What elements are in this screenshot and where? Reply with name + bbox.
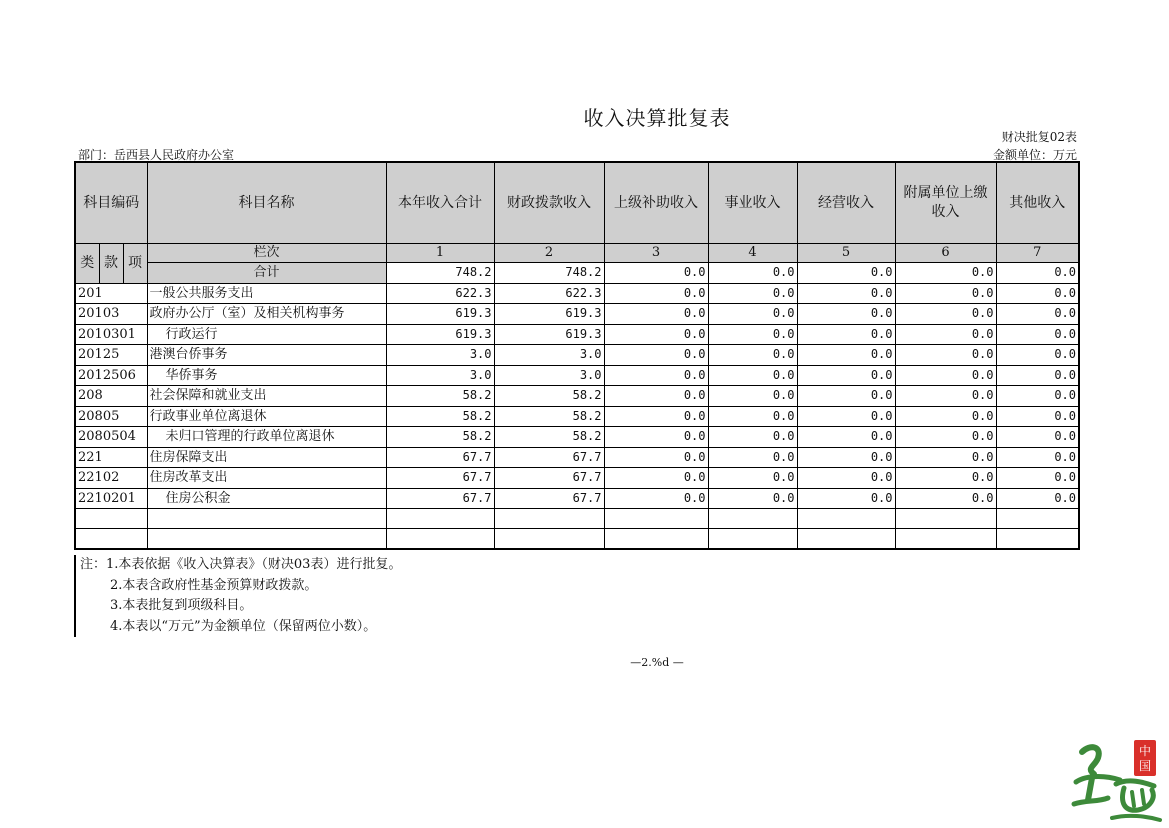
amount-cell: 67.7 — [494, 468, 604, 489]
table-row — [75, 304, 1079, 325]
amount-cell: 0.0 — [895, 365, 996, 386]
amount-cell: 622.3 — [494, 283, 604, 304]
amount-cell: 0.0 — [996, 283, 1079, 304]
amount-cell: 0.0 — [996, 386, 1079, 407]
yuexi-logo — [1068, 738, 1164, 824]
table-row — [75, 427, 1079, 448]
amount-cell: 67.7 — [386, 488, 494, 509]
table-row — [75, 406, 1079, 427]
subject-code: 208 — [75, 386, 147, 407]
amount-cell: 3.0 — [386, 345, 494, 366]
header-col4: 事业收入 — [708, 162, 797, 244]
amount-cell: 0.0 — [708, 386, 797, 407]
subject-code: 2010301 — [75, 324, 147, 345]
subject-name: 未归口管理的行政单位离退休 — [147, 427, 386, 448]
amount-cell: 0.0 — [996, 406, 1079, 427]
amount-cell: 3.0 — [494, 345, 604, 366]
blank-cell — [708, 529, 797, 550]
blank-cell — [147, 529, 386, 550]
amount-cell: 0.0 — [708, 365, 797, 386]
header-subject-name: 科目名称 — [147, 162, 386, 244]
subject-name: 住房保障支出 — [147, 447, 386, 468]
amount-cell: 0.0 — [996, 304, 1079, 325]
amount-cell: 58.2 — [494, 386, 604, 407]
svg-text:中: 中 — [1138, 744, 1152, 758]
amount-cell: 0.0 — [895, 324, 996, 345]
amount-cell: 0.0 — [604, 365, 708, 386]
header-col1: 本年收入合计 — [386, 162, 494, 244]
table-body — [75, 283, 1079, 549]
amount-cell: 0.0 — [895, 468, 996, 489]
amount-cell: 0.0 — [996, 345, 1079, 366]
form-code: 财决批复02表 — [1001, 130, 1077, 144]
subject-name: 行政运行 — [147, 324, 386, 345]
header-lanci: 栏次 — [147, 244, 386, 263]
subject-code: 22102 — [75, 468, 147, 489]
amount-cell: 0.0 — [895, 488, 996, 509]
header-subject-code: 科目编码 — [75, 162, 147, 244]
amount-cell: 0.0 — [797, 365, 895, 386]
lanci-num: 1 — [386, 244, 494, 263]
blank-cell — [494, 509, 604, 529]
note-line: 注：1.本表依据《收入决算表》（财决03表）进行批复。 — [80, 557, 402, 572]
amount-cell: 619.3 — [494, 304, 604, 325]
amount-cell: 619.3 — [494, 324, 604, 345]
amount-cell: 0.0 — [708, 345, 797, 366]
blank-cell — [895, 509, 996, 529]
table-row — [75, 468, 1079, 489]
amount-cell: 0.0 — [797, 468, 895, 489]
table-row — [75, 283, 1079, 304]
amount-cell: 58.2 — [494, 427, 604, 448]
page-title: 收入决算批复表 — [583, 106, 731, 130]
amount-cell: 0.0 — [895, 406, 996, 427]
total-value: 748.2 — [386, 263, 494, 284]
amount-cell: 0.0 — [604, 468, 708, 489]
total-value: 748.2 — [494, 263, 604, 284]
blank-cell — [996, 509, 1079, 529]
amount-cell: 0.0 — [895, 283, 996, 304]
table-row — [75, 345, 1079, 366]
amount-cell: 0.0 — [895, 427, 996, 448]
subject-code: 201 — [75, 283, 147, 304]
header-lei: 类 — [75, 244, 99, 284]
subject-name: 一般公共服务支出 — [147, 283, 386, 304]
amount-cell: 0.0 — [895, 386, 996, 407]
page-number: —2.%d — — [630, 656, 684, 669]
table-row — [75, 386, 1079, 407]
amount-cell: 0.0 — [895, 447, 996, 468]
subject-code: 2080504 — [75, 427, 147, 448]
subject-name: 社会保障和就业支出 — [147, 386, 386, 407]
subject-code: 2210201 — [75, 488, 147, 509]
blank-cell — [797, 509, 895, 529]
amount-cell: 0.0 — [604, 427, 708, 448]
subject-code: 20805 — [75, 406, 147, 427]
blank-cell — [494, 529, 604, 550]
lanci-num: 4 — [708, 244, 797, 263]
amount-cell: 0.0 — [996, 468, 1079, 489]
subject-code: 2012506 — [75, 365, 147, 386]
amount-cell: 0.0 — [604, 324, 708, 345]
yuexi-calligraphy-logo-image — [1068, 738, 1164, 824]
amount-cell: 0.0 — [797, 386, 895, 407]
total-value: 0.0 — [604, 263, 708, 284]
amount-cell: 0.0 — [797, 427, 895, 448]
blank-cell — [147, 509, 386, 529]
total-value: 0.0 — [895, 263, 996, 284]
lanci-num: 2 — [494, 244, 604, 263]
amount-cell: 619.3 — [386, 304, 494, 325]
amount-cell: 0.0 — [996, 447, 1079, 468]
amount-cell: 0.0 — [797, 283, 895, 304]
amount-cell: 3.0 — [386, 365, 494, 386]
svg-text:国: 国 — [1138, 759, 1152, 773]
note-line: 2.本表含政府性基金预算财政拨款。 — [110, 577, 318, 593]
blank-cell — [75, 509, 147, 529]
amount-cell: 0.0 — [708, 406, 797, 427]
blank-cell — [386, 509, 494, 529]
amount-cell: 0.0 — [708, 283, 797, 304]
lanci-num: 5 — [797, 244, 895, 263]
subject-name: 政府办公厅（室）及相关机构事务 — [147, 304, 386, 325]
blank-cell — [386, 529, 494, 550]
amount-cell: 0.0 — [996, 365, 1079, 386]
header-col5: 经营收入 — [797, 162, 895, 244]
lanci-num: 7 — [996, 244, 1079, 263]
amount-cell: 0.0 — [708, 468, 797, 489]
subject-name: 华侨事务 — [147, 365, 386, 386]
subject-name: 港澳台侨事务 — [147, 345, 386, 366]
table-row — [75, 365, 1079, 386]
header-col2: 财政拨款收入 — [494, 162, 604, 244]
amount-cell: 67.7 — [386, 468, 494, 489]
amount-cell: 0.0 — [708, 427, 797, 448]
blank-row — [75, 509, 1079, 529]
amount-cell: 0.0 — [708, 488, 797, 509]
amount-cell: 67.7 — [494, 488, 604, 509]
amount-cell: 0.0 — [604, 447, 708, 468]
amount-cell: 0.0 — [604, 345, 708, 366]
amount-cell: 0.0 — [604, 488, 708, 509]
amount-cell: 0.0 — [708, 447, 797, 468]
amount-cell: 3.0 — [494, 365, 604, 386]
subject-name: 住房改革支出 — [147, 468, 386, 489]
amount-cell: 58.2 — [386, 406, 494, 427]
amount-cell: 0.0 — [604, 283, 708, 304]
amount-cell: 58.2 — [494, 406, 604, 427]
amount-unit-label: 金额单位：万元 — [992, 148, 1077, 162]
amount-cell: 58.2 — [386, 427, 494, 448]
notes-block — [74, 555, 1082, 637]
blank-cell — [708, 509, 797, 529]
amount-cell: 0.0 — [708, 304, 797, 325]
total-value: 0.0 — [996, 263, 1079, 284]
subject-code: 20103 — [75, 304, 147, 325]
amount-cell: 0.0 — [996, 324, 1079, 345]
amount-cell: 0.0 — [895, 345, 996, 366]
amount-cell: 0.0 — [797, 324, 895, 345]
income-approval-table — [74, 161, 1080, 550]
subject-code: 20125 — [75, 345, 147, 366]
amount-cell: 0.0 — [895, 304, 996, 325]
amount-cell: 0.0 — [797, 447, 895, 468]
amount-cell: 0.0 — [797, 345, 895, 366]
amount-cell: 0.0 — [996, 427, 1079, 448]
amount-cell: 622.3 — [386, 283, 494, 304]
blank-cell — [75, 529, 147, 550]
note-line: 4.本表以“万元”为金额单位（保留两位小数）。 — [110, 618, 377, 634]
amount-cell: 0.0 — [996, 488, 1079, 509]
amount-cell: 0.0 — [708, 324, 797, 345]
blank-cell — [604, 529, 708, 550]
table-row — [75, 488, 1079, 509]
lanci-num: 6 — [895, 244, 996, 263]
subject-name: 行政事业单位离退休 — [147, 406, 386, 427]
amount-cell: 67.7 — [494, 447, 604, 468]
lanci-num: 3 — [604, 244, 708, 263]
total-value: 0.0 — [708, 263, 797, 284]
blank-cell — [996, 529, 1079, 550]
blank-cell — [604, 509, 708, 529]
amount-cell: 0.0 — [604, 406, 708, 427]
header-kuan: 款 — [99, 244, 123, 284]
amount-cell: 0.0 — [797, 304, 895, 325]
amount-cell: 0.0 — [604, 386, 708, 407]
subject-name: 住房公积金 — [147, 488, 386, 509]
department-label: 部门：岳西县人民政府办公室 — [78, 148, 235, 162]
amount-cell: 0.0 — [797, 488, 895, 509]
header-col6: 附属单位上缴收入 — [895, 162, 996, 244]
amount-cell: 0.0 — [604, 304, 708, 325]
amount-cell: 67.7 — [386, 447, 494, 468]
subject-code: 221 — [75, 447, 147, 468]
blank-cell — [797, 529, 895, 550]
amount-cell: 619.3 — [386, 324, 494, 345]
header-col7: 其他收入 — [996, 162, 1079, 244]
table-row — [75, 447, 1079, 468]
blank-cell — [895, 529, 996, 550]
total-value: 0.0 — [797, 263, 895, 284]
table-row — [75, 324, 1079, 345]
amount-cell: 0.0 — [797, 406, 895, 427]
header-col3: 上级补助收入 — [604, 162, 708, 244]
note-line: 3.本表批复到项级科目。 — [110, 598, 253, 613]
blank-row — [75, 529, 1079, 550]
amount-cell: 58.2 — [386, 386, 494, 407]
total-label: 合计 — [147, 263, 386, 284]
header-xiang: 项 — [123, 244, 147, 284]
